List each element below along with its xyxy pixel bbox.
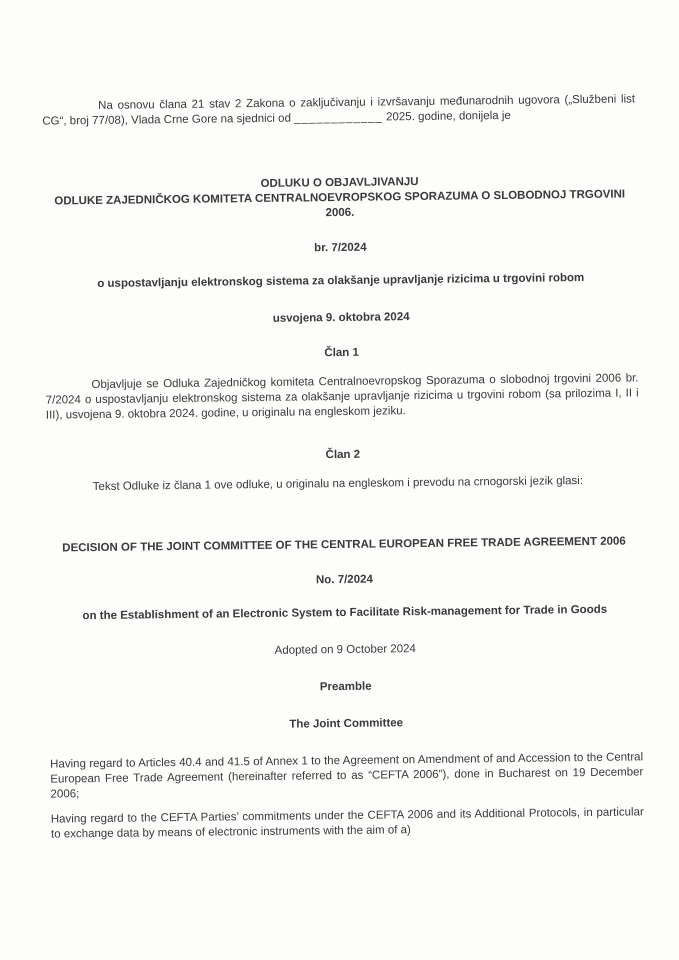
article-1-heading: Član 1: [324, 346, 359, 360]
decision-title-en: DECISION OF THE JOINT COMMITTEE OF THE CENTRAL EUROPEAN FREE TRADE AGREEMENT 2006: [62, 535, 626, 555]
decision-number-en: No. 7/2024: [315, 573, 373, 587]
having-regard-paragraph-1: Having regard to Articles 40.4 and 41.5 of Annex 1 to the Agreement on Amendment of and Accession to the Central European Free Trade Agreement (hereinafter referred to as “CEFTA 2006”), done in Bucharest on 19 December 2006;: [50, 751, 644, 801]
joint-committee-heading: The Joint Committee: [289, 717, 404, 731]
having-regard-paragraph-2: Having regard to the CEFTA Parties’ commitments under the CEFTA 2006 and its Additional Protocols, in particular to exchange data by means of electronic instruments with the aim of a): [50, 806, 644, 841]
date-blank: ____________: [294, 111, 383, 125]
decision-subject-en: on the Establishment of an Electronic System to Facilitate Risk-management for Trade in Goods: [82, 603, 608, 623]
document-content: [42, 92, 644, 842]
decision-title-me: [43, 172, 637, 224]
decision-adopted-me: usvojena 9. oktobra 2024: [272, 311, 410, 325]
decision-title-me-line1: ODLUKU O OBJAVLJIVANJU: [260, 176, 419, 190]
article-2-body: Tekst Odluke iz člana 1 ove odluke, u originalu na engleskom i prevodu na crnogorski jezik glasi:: [92, 475, 584, 494]
decision-title-me-line2: ODLUKE ZAJEDNIČKOG KOMITETA CENTRALNOEVROPSKOG SPORAZUMA O SLOBODNOJ TRGOVINI 2006.: [54, 188, 626, 220]
decision-number-me: br. 7/2024: [314, 241, 367, 255]
intro-paragraph: [42, 92, 635, 129]
decision-subject-me: o uspostavljanju elektronskog sistema za olakšanje upravljanje rizicima u trgovini robom: [97, 272, 585, 290]
intro-text-before-blank: Na osnovu člana 21 stav 2 Zakona o zaključivanju i izvršavanju međunarodnih ugovora („Službeni list CG“, broj 77/08), Vlada Crne Gore na sjednici od: [42, 93, 636, 128]
preamble-heading: Preamble: [319, 680, 372, 694]
decision-adopted-en: Adopted on 9 October 2024: [274, 643, 416, 657]
article-1-body: Objavljuje se Odluka Zajedničkog komiteta Centralnoevropskog Sporazuma o slobodnoj trgovini 2006 br. 7/2024 o uspostavljanju elektronskog sistema za olakšanje upravljanje rizicima u trgovini robom (sa prilozima I, II i III), usvojena 9. oktobra 2024. godine, u originalu na engleskom jeziku.: [45, 372, 639, 422]
intro-text-after-blank: 2025. godine, donijela je: [386, 109, 511, 124]
article-2-heading: Član 2: [325, 448, 361, 462]
